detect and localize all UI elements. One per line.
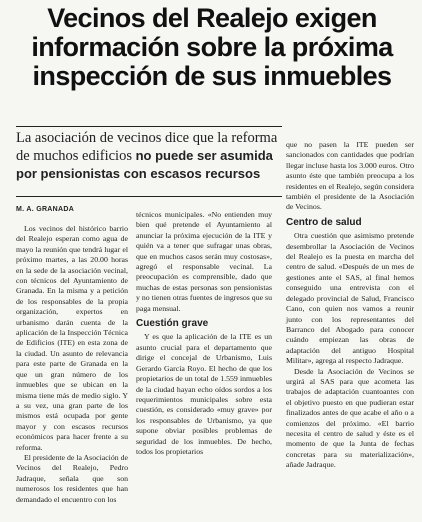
subhead-top-rule <box>16 126 282 127</box>
byline: M. A. GRANADA <box>16 206 75 213</box>
article-column-2 <box>136 210 272 457</box>
article-column-1 <box>16 224 128 505</box>
headline-line-3: inspección de sus inmuebles <box>32 61 392 91</box>
headline-line-1: Vecinos del Realejo exigen <box>47 3 377 33</box>
subhead-line-2-plain: de muchos edificios <box>16 148 136 164</box>
article-column-3 <box>286 140 414 471</box>
subhead-line-2-bold: no puede ser asumida <box>135 148 273 163</box>
subhead-line-2 <box>16 147 288 165</box>
headline-line-2: información sobre la próxima <box>31 32 393 62</box>
subhead-line-3 <box>16 165 288 183</box>
col3-subheading: Centro de salud <box>286 216 362 228</box>
col2-paragraph-1: técnicos municipales. «No entienden muy bien qué pretende el Ayuntamiento al anunciar la próxima ejecución de la ITE y quién va a tener que sufragar unas obras, que en muchos casos serán muy costosas», agregó el responsable vecinal. La preocupación es comprensible, dado que muchas de estas personas son pensionistas y no tienen otras fuentes de ingresos que su paga mensual. <box>136 210 272 313</box>
subhead-line-3-bold: por pensionistas con escasos recursos <box>16 166 261 181</box>
col3-paragraph-0: que no pasen la ITE pueden ser sancionados con cantidades que podrían llegar incluse hasta los 3.000 euros. Otro asunto éste que también preocupa a los residentes en el Realejo, según considera también el presidente de la Asociación de Vecinos. <box>286 140 414 212</box>
headline <box>12 4 412 91</box>
col1-paragraph-1: Los vecinos del histórico barrio del Realejo esperan como agua de mayo la reunión que tendrá lugar el próximo martes, a las 20.00 horas en la sede de la asociación vecinal, con técnicos del Ayuntamiento de Granada. En la misma y a petición de los responsables de la propia organización, expertos en urbanismo darán cuenta de la aplicación de la Inspección Técnica de Edificios (ITE) en esta zona de la ciudad. Un asunto de relevancia para este parte de Granada en la que un gran número de los inmuebles que se ubican en la misma tiene más de medio siglo. Y a su vez, una gran parte de los mismos está ocupada por gente mayor y con escasos recursos económicos para hacer frente a su reforma. <box>16 224 128 452</box>
col2-subheading: Cuestión grave <box>136 318 209 330</box>
col3-paragraph-2: Desde la Asociación de Vecinos se urgirá al SAS para que acometa las trabajos de adaptación cuantoantes con el objetivo puesto en que pudieran estar finalizados antes de que acabe el año o a comienzos del próximo. «El barrio necesita el centro de salud y éste es el momento de que la Junta de fechas concretas para su materialización», añade Jadraque. <box>286 366 414 470</box>
col2-paragraph-2: Y es que la aplicación de la ITE es un asunto crucial para el departamento que dirige el concejal de Urbanismo, Luis Gerardo García Royo. El hecho de que los propietarios de un total de 1.559 inmuebles de la ciudad hayan echo oídos sordos a los requerimientos municipales sobre esta cuestión, es considerado «muy grave» por los responsables de Urbanismo, ya que supone obviar posibles problemas de seguridad de los inmuebles. De hecho, todos los propietarios <box>136 332 272 456</box>
subhead <box>16 130 288 183</box>
col3-paragraph-1: Otra cuestión que asimismo pretende desembrollar la Asociación de Vecinos del Realejo es la puesta en marcha del centro de salud. «Después de un mes de gestiones ante el SAS, al final hemos conseguido una entrevista con el delegado provincial de Salud, Francisco Cano, con quien nos vamos a reunir junto con los representantes del Barranco del Abogado para conocer cuándo empiezan las obras de adaptación del antiguo Hospital Militar», agrega al respecto Jadraque. <box>286 231 414 366</box>
col1-paragraph-2: El presidente de la Asociación de Vecinos del Realejo, Pedro Jadraque, señala que son numerosos los residentes que han demandado el encuentro con los <box>16 452 128 504</box>
subhead-line-1: La asociación de vecinos dice que la reforma <box>16 130 278 146</box>
subhead-bottom-rule <box>16 196 282 197</box>
